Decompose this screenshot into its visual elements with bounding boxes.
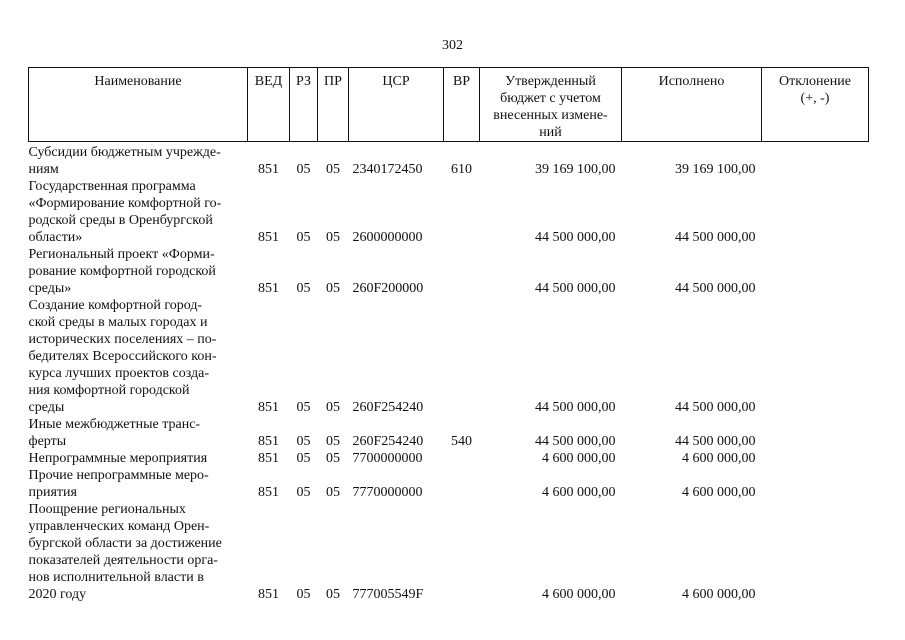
cell-ved: 851 bbox=[258, 281, 279, 296]
cell-done: 44 500 000,00 bbox=[675, 434, 756, 449]
cell-name-line: исторических поселениях – по- bbox=[28, 332, 217, 347]
cell-done: 44 500 000,00 bbox=[675, 400, 756, 415]
cell-name bbox=[29, 178, 248, 246]
header-pr: ПР bbox=[318, 68, 349, 142]
cell-deviation bbox=[762, 142, 869, 179]
table-row bbox=[29, 297, 869, 416]
table-row bbox=[29, 246, 869, 297]
header-name: Наименование bbox=[29, 68, 248, 142]
cell-name-line: управленческих команд Орен- bbox=[28, 519, 210, 534]
cell-budget: 44 500 000,00 bbox=[535, 434, 616, 449]
cell-done: 4 600 000,00 bbox=[682, 587, 756, 602]
cell-pr: 05 bbox=[326, 485, 340, 500]
cell-vr bbox=[444, 450, 480, 467]
header-ved: ВЕД bbox=[248, 68, 290, 142]
cell-name bbox=[29, 501, 248, 603]
cell-name-line: Региональный проект «Форми- bbox=[28, 247, 215, 262]
cell-csr: 260F254240 bbox=[352, 434, 424, 449]
cell-done: 39 169 100,00 bbox=[675, 162, 756, 177]
budget-table bbox=[28, 67, 869, 603]
cell-name-line: «Формирование комфортной го- bbox=[28, 196, 222, 211]
cell-pr: 05 bbox=[326, 434, 340, 449]
cell-deviation bbox=[762, 501, 869, 603]
cell-done: 44 500 000,00 bbox=[675, 230, 756, 245]
cell-name-line: области» bbox=[28, 230, 83, 245]
cell-csr: 260F200000 bbox=[352, 281, 424, 296]
cell-pr: 05 bbox=[326, 451, 340, 466]
cell-vr bbox=[444, 501, 480, 603]
cell-vr bbox=[444, 246, 480, 297]
cell-budget: 44 500 000,00 bbox=[535, 230, 616, 245]
cell-name-line: Государственная программа bbox=[28, 179, 196, 194]
cell-vr: 610 bbox=[451, 162, 472, 177]
cell-ved: 851 bbox=[258, 587, 279, 602]
cell-pr: 05 bbox=[326, 400, 340, 415]
cell-name-line: среды bbox=[28, 400, 65, 415]
cell-name-line: ферты bbox=[28, 434, 67, 449]
cell-name-line: Создание комфортной город- bbox=[28, 298, 203, 313]
cell-ved: 851 bbox=[258, 434, 279, 449]
cell-budget: 39 169 100,00 bbox=[535, 162, 616, 177]
table-row bbox=[29, 416, 869, 450]
cell-rz: 05 bbox=[296, 587, 311, 602]
cell-name bbox=[29, 246, 248, 297]
cell-done: 4 600 000,00 bbox=[682, 451, 756, 466]
cell-rz: 05 bbox=[296, 434, 311, 449]
cell-budget: 4 600 000,00 bbox=[542, 485, 616, 500]
cell-rz: 05 bbox=[296, 451, 311, 466]
cell-csr: 260F254240 bbox=[352, 400, 424, 415]
header-budget-line: внесенных измене- bbox=[493, 108, 608, 123]
table-header bbox=[29, 68, 869, 142]
table-row bbox=[29, 467, 869, 501]
cell-deviation bbox=[762, 450, 869, 467]
cell-name-line: курса лучших проектов созда- bbox=[28, 366, 210, 381]
cell-ved: 851 bbox=[258, 485, 279, 500]
cell-csr: 777005549F bbox=[352, 587, 424, 602]
cell-name-line: 2020 году bbox=[28, 587, 87, 602]
table-row bbox=[29, 178, 869, 246]
cell-name-line: родской среды в Оренбургской bbox=[28, 213, 213, 228]
cell-ved: 851 bbox=[258, 230, 279, 245]
cell-rz: 05 bbox=[296, 400, 311, 415]
cell-name-line: приятия bbox=[28, 485, 77, 500]
cell-name-line: бедителях Всероссийского кон- bbox=[28, 349, 217, 364]
header-csr: ЦСР bbox=[349, 68, 444, 142]
cell-name bbox=[29, 297, 248, 416]
cell-pr: 05 bbox=[326, 587, 340, 602]
cell-name-line: ской среды в малых городах и bbox=[28, 315, 208, 330]
cell-name-line: рование комфортной городской bbox=[28, 264, 216, 279]
cell-done: 44 500 000,00 bbox=[675, 281, 756, 296]
table-row bbox=[29, 450, 869, 467]
cell-name-line: Субсидии бюджетным учрежде- bbox=[28, 145, 221, 160]
cell-name-line: Непрограммные мероприятия bbox=[28, 451, 208, 466]
page-number: 302 bbox=[442, 38, 463, 53]
cell-done: 4 600 000,00 bbox=[682, 485, 756, 500]
cell-name-line: Прочие непрограммные меро- bbox=[28, 468, 209, 483]
cell-budget: 44 500 000,00 bbox=[535, 400, 616, 415]
cell-ved: 851 bbox=[258, 400, 279, 415]
header-rz: РЗ bbox=[290, 68, 318, 142]
table-row bbox=[29, 501, 869, 603]
cell-rz: 05 bbox=[296, 162, 311, 177]
cell-rz: 05 bbox=[296, 281, 311, 296]
header-budget bbox=[480, 68, 622, 142]
header-done: Исполнено bbox=[622, 68, 762, 142]
header-budget-line: бюджет с учетом bbox=[500, 91, 601, 106]
cell-name-line: среды» bbox=[28, 281, 72, 296]
cell-vr: 540 bbox=[451, 434, 472, 449]
cell-name bbox=[29, 416, 248, 450]
cell-name bbox=[29, 142, 248, 179]
table-row bbox=[29, 142, 869, 179]
cell-name-line: нов исполнительной власти в bbox=[28, 570, 204, 585]
cell-ved: 851 bbox=[258, 162, 279, 177]
cell-deviation bbox=[762, 297, 869, 416]
cell-name-line: ния комфортной городской bbox=[28, 383, 190, 398]
cell-name-line: показателей деятельности орга- bbox=[28, 553, 218, 568]
table-body bbox=[29, 142, 869, 604]
cell-csr: 2600000000 bbox=[352, 230, 423, 245]
cell-pr: 05 bbox=[326, 230, 340, 245]
cell-pr: 05 bbox=[326, 281, 340, 296]
header-deviation bbox=[762, 68, 869, 142]
cell-name bbox=[29, 467, 248, 501]
cell-rz: 05 bbox=[296, 485, 311, 500]
header-deviation-line: Отклонение bbox=[779, 74, 851, 89]
cell-budget: 4 600 000,00 bbox=[542, 451, 616, 466]
cell-deviation bbox=[762, 246, 869, 297]
header-vr: ВР bbox=[444, 68, 480, 142]
cell-name-line: бургской области за достижение bbox=[28, 536, 222, 551]
cell-csr: 2340172450 bbox=[352, 162, 423, 177]
header-deviation-line: (+, -) bbox=[800, 91, 830, 106]
header-budget-line: Утвержденный bbox=[505, 74, 596, 89]
cell-budget: 4 600 000,00 bbox=[542, 587, 616, 602]
cell-vr bbox=[444, 178, 480, 246]
cell-budget: 44 500 000,00 bbox=[535, 281, 616, 296]
cell-name-line: Поощрение региональных bbox=[28, 502, 186, 517]
header-budget-line: ний bbox=[539, 125, 562, 140]
cell-deviation bbox=[762, 467, 869, 501]
cell-vr bbox=[444, 297, 480, 416]
cell-csr: 7770000000 bbox=[352, 485, 423, 500]
cell-deviation bbox=[762, 178, 869, 246]
cell-csr: 7700000000 bbox=[352, 451, 423, 466]
cell-name bbox=[29, 450, 248, 467]
cell-deviation bbox=[762, 416, 869, 450]
cell-name-line: Иные межбюджетные транс- bbox=[28, 417, 201, 432]
cell-rz: 05 bbox=[296, 230, 311, 245]
cell-ved: 851 bbox=[258, 451, 279, 466]
cell-name-line: ниям bbox=[28, 162, 59, 177]
cell-vr bbox=[444, 467, 480, 501]
cell-pr: 05 bbox=[326, 162, 340, 177]
